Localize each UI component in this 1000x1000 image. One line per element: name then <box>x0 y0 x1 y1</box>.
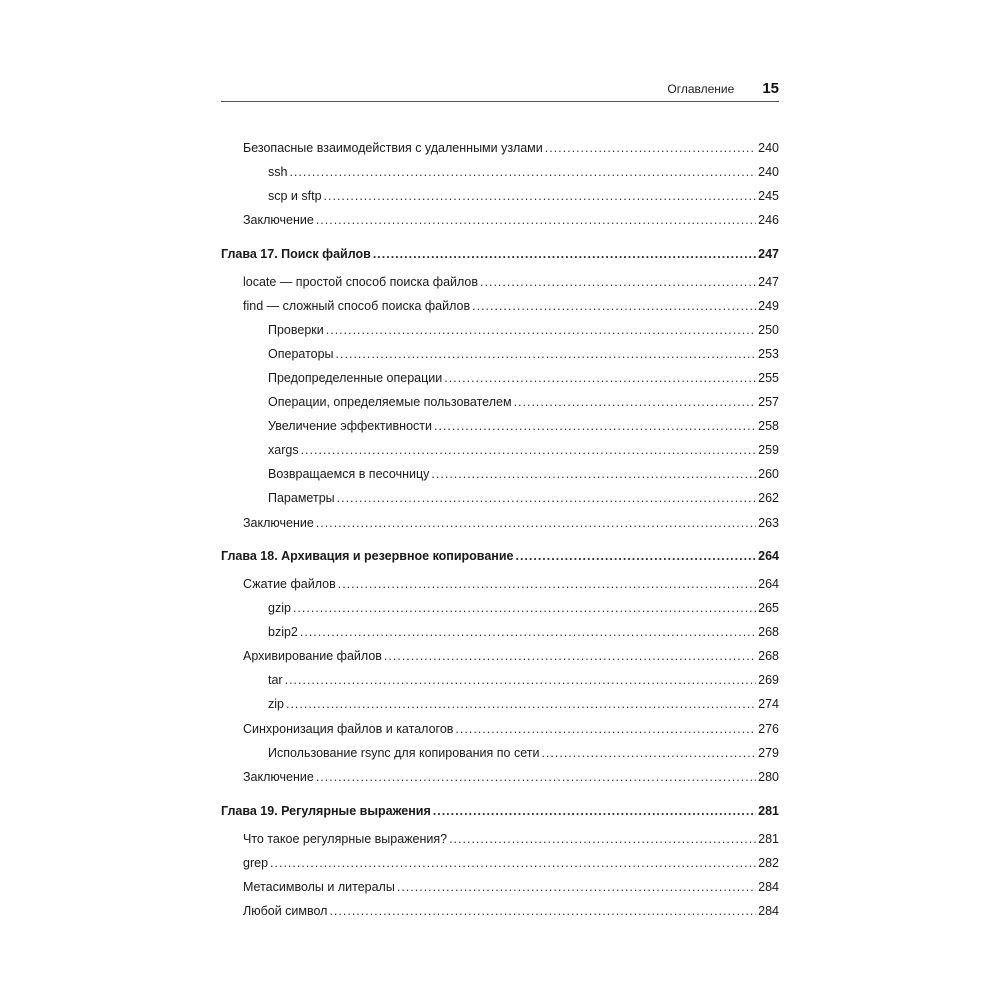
toc-entry-title: Предопределенные операции <box>268 371 443 385</box>
dot-leader <box>300 624 756 640</box>
toc-entry-title: bzip2 <box>268 625 298 639</box>
toc-entry-title: Сжатие файлов <box>243 577 336 591</box>
toc-chapter-entry <box>221 242 779 262</box>
toc-entry <box>243 572 779 592</box>
dot-leader <box>338 576 756 592</box>
dot-leader <box>433 803 756 819</box>
toc-entry-title: find — сложный способ поиска файлов <box>243 299 471 313</box>
toc-entry-title: Параметры <box>268 491 335 505</box>
toc-entry-title: tar <box>268 673 283 687</box>
dot-leader <box>515 548 756 564</box>
toc-entry-title: Глава 17. Поиск файлов <box>221 247 371 261</box>
dot-leader <box>293 600 756 616</box>
toc-entry <box>243 511 779 531</box>
toc-entry-page: 250 <box>758 323 779 337</box>
toc-entry <box>268 668 779 688</box>
toc-entry-title: gzip <box>268 601 291 615</box>
toc-entry-title: scp и sftp <box>268 189 322 203</box>
toc-entry-title: Глава 19. Регулярные выражения <box>221 804 431 818</box>
toc-entry-page: 280 <box>758 770 779 784</box>
toc-entry-title: Синхронизация файлов и каталогов <box>243 722 454 736</box>
toc-entry <box>268 390 779 410</box>
toc-entry <box>268 462 779 482</box>
toc-entry <box>243 270 779 290</box>
toc-entry-page: 284 <box>758 904 779 918</box>
dot-leader <box>326 322 756 338</box>
dot-leader <box>337 490 757 506</box>
toc-entry-title: Заключение <box>243 770 314 784</box>
toc-entry <box>268 620 779 640</box>
toc-entry-page: 281 <box>758 832 779 846</box>
toc-entry <box>243 875 779 895</box>
toc-entry <box>243 765 779 785</box>
dot-leader <box>541 745 756 761</box>
toc-entry-title: Безопасные взаимодействия с удаленными узлами <box>243 141 543 155</box>
toc-entry-page: 249 <box>758 299 779 313</box>
toc-entry <box>268 342 779 362</box>
toc-entry-page: 257 <box>758 395 779 409</box>
dot-leader <box>329 903 756 919</box>
toc-entry-title: Операторы <box>268 347 334 361</box>
dot-leader <box>397 879 756 895</box>
dot-leader <box>336 346 757 362</box>
toc-entry-title: Заключение <box>243 213 314 227</box>
toc-entry-page: 268 <box>758 625 779 639</box>
running-head-title: Оглавление <box>667 82 735 96</box>
dot-leader <box>434 418 756 434</box>
toc-entry-page: 282 <box>758 856 779 870</box>
toc-entry-title: xargs <box>268 443 299 457</box>
dot-leader <box>480 274 756 290</box>
toc-entry-title: Использование rsync для копирования по сети <box>268 746 540 760</box>
toc-entry-page: 284 <box>758 880 779 894</box>
toc-entry-page: 276 <box>758 722 779 736</box>
toc-entry <box>268 160 779 180</box>
toc-entry <box>243 899 779 919</box>
toc-entry-title: Архивирование файлов <box>243 649 382 663</box>
toc-entry <box>268 596 779 616</box>
toc-entry-page: 264 <box>758 549 779 563</box>
toc-entry-page: 240 <box>758 165 779 179</box>
toc-entry-page: 246 <box>758 213 779 227</box>
toc-entry-title: locate — простой способ поиска файлов <box>243 275 479 289</box>
toc-entry-title: ssh <box>268 165 288 179</box>
toc-entry <box>268 438 779 458</box>
dot-leader <box>431 466 756 482</box>
toc-entry-page: 259 <box>758 443 779 457</box>
toc-entry <box>243 136 779 156</box>
dot-leader <box>324 188 757 204</box>
toc-entry <box>243 851 779 871</box>
toc-entry-page: 247 <box>758 275 779 289</box>
toc-entry-page: 247 <box>758 247 779 261</box>
toc-entry <box>268 692 779 712</box>
toc-entry <box>243 717 779 737</box>
toc-entry <box>243 208 779 228</box>
toc-entry-page: 260 <box>758 467 779 481</box>
toc-entry-title: Заключение <box>243 516 314 530</box>
running-head <box>221 80 779 100</box>
dot-leader <box>301 442 757 458</box>
toc-entry-page: 262 <box>758 491 779 505</box>
toc-entry <box>268 366 779 386</box>
toc-entry-title: Возвращаемся в песочницу <box>268 467 430 481</box>
header-rule <box>221 101 779 102</box>
toc-entry-page: 269 <box>758 673 779 687</box>
toc-entry <box>268 486 779 506</box>
dot-leader <box>373 246 756 262</box>
toc-entry-page: 265 <box>758 601 779 615</box>
dot-leader <box>316 769 756 785</box>
toc-chapter-entry <box>221 544 779 564</box>
toc-entry-title: Что такое регулярные выражения? <box>243 832 448 846</box>
toc-chapter-entry <box>221 799 779 819</box>
toc-entry <box>268 414 779 434</box>
toc-entry <box>268 741 779 761</box>
dot-leader <box>455 721 756 737</box>
dot-leader <box>384 648 756 664</box>
toc-entry-title: Глава 18. Архивация и резервное копирование <box>221 549 514 563</box>
dot-leader <box>270 855 756 871</box>
toc-entry <box>268 184 779 204</box>
toc-entry <box>243 644 779 664</box>
toc-entry-title: Любой символ <box>243 904 328 918</box>
dot-leader <box>444 370 756 386</box>
toc-entry-page: 245 <box>758 189 779 203</box>
dot-leader <box>289 164 756 180</box>
toc-entry-title: Увеличение эффективности <box>268 419 432 433</box>
toc-entry-title: Метасимволы и литералы <box>243 880 395 894</box>
toc-entry <box>268 318 779 338</box>
toc-entry-page: 255 <box>758 371 779 385</box>
toc-entry-title: grep <box>243 856 269 870</box>
toc-entry-page: 263 <box>758 516 779 530</box>
toc-entry-title: zip <box>268 697 284 711</box>
dot-leader <box>514 394 757 410</box>
dot-leader <box>472 298 756 314</box>
toc-entry <box>243 294 779 314</box>
toc-entry-page: 279 <box>758 746 779 760</box>
dot-leader <box>316 515 756 531</box>
dot-leader <box>285 672 757 688</box>
toc-entry-page: 274 <box>758 697 779 711</box>
toc-entry-page: 258 <box>758 419 779 433</box>
dot-leader <box>286 696 756 712</box>
toc-entry-title: Операции, определяемые пользователем <box>268 395 512 409</box>
toc-entry-page: 253 <box>758 347 779 361</box>
toc-entry-page: 268 <box>758 649 779 663</box>
page-number: 15 <box>762 80 779 97</box>
toc-entry-page: 240 <box>758 141 779 155</box>
toc-entry-page: 281 <box>758 804 779 818</box>
dot-leader <box>316 212 756 228</box>
toc-entry <box>243 827 779 847</box>
dot-leader <box>449 831 756 847</box>
toc-entry-title: Проверки <box>268 323 324 337</box>
toc-entry-page: 264 <box>758 577 779 591</box>
dot-leader <box>545 140 756 156</box>
